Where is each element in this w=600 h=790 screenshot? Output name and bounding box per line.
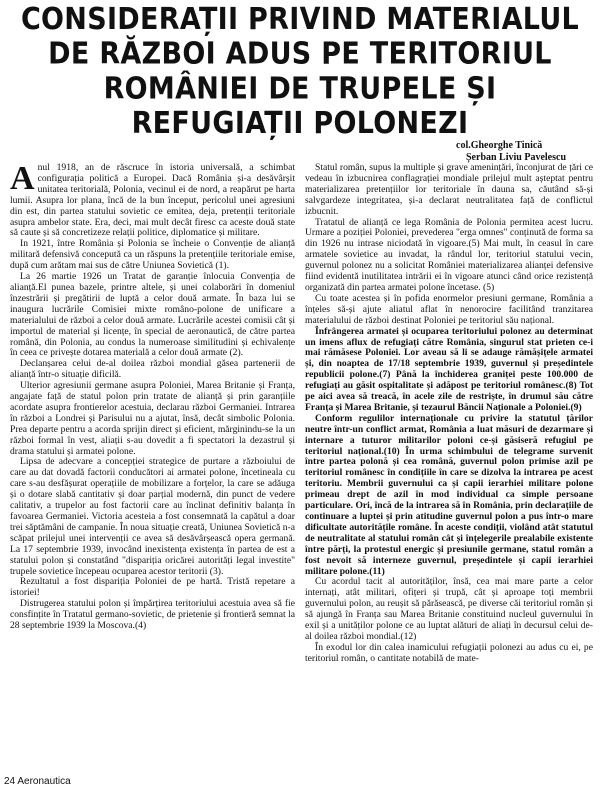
- paragraph: Cu toate acestea și în pofida enormelor presiuni germane, România a înțeles să-și ajute aliatul aflat în nenorocire facilitând tranzitarea materialului de război destinat Poloniei pe teritoriul său național.: [305, 292, 593, 326]
- paragraph: La 26 martie 1926 un Tratat de garanție înlocuia Convenția de alianță.El punea bazele, printre altele, și unei colaborări în domeniul înzestrării și pregătirii de luptă a celor două armate. În baza lui se inaugura lucrările Comisiei mixte româno-polone de unificare a materialului de război a celor două armate. Lucrările acestei comisii cât și importul de material și licențe, în special de aeronautică, de către partea română, din Polonia, au condus la numeroase similitudini și echivalențe în ceea ce privește dotarea materială a celor două armate (2).: [10, 271, 295, 359]
- paragraph: Rezultatul a fost dispariția Poloniei de pe hartă. Tristă repetare a istoriei!: [10, 576, 295, 599]
- right-column: [305, 163, 593, 773]
- title-line: ROMÂNIEI DE TRUPELE ȘI: [103, 71, 497, 107]
- paragraph: Distrugerea statului polon și împărțirea teritoriului acestuia avea să fie consfințite în Tratatul germano-sovietic, de prietenie și frontieră semnat la 28 septembrie 1939 la Moscova.(4): [10, 598, 295, 632]
- drop-cap: A: [10, 163, 35, 197]
- page-footer: 24 Aeronautica: [4, 776, 71, 787]
- authors-byline: [456, 140, 566, 164]
- paragraph: Tratatul de alianță ce lega România de Polonia permitea acest lucru. Urmare a poziției Poloniei, prevederea "erga omnes" conținută de forma sa din 1926 nu intrase niciodată în vigoare.(5) Mai mult, în ceasul în care armatele sovietice au invadat, la rândul lor, teritoriul statului vecin, guvernul polonez nu a solicitat României materializarea alianței defensive fiind evidentă inutilitatea intrării ei în vigoare atunci când orice rezistență organizată din partea armatei polone încetase. (5): [305, 216, 593, 293]
- paragraph: Declanșarea celui de-al doilea război mondial găsea partenerii de alianță într-o situație dificilă.: [10, 358, 295, 381]
- paragraph: In 1921, între România și Polonia se încheie o Convenție de alianță militară defensivă concepută ca un răspuns la pretențiile teritoriale emise, după cum arătam mai sus de către Uniunea Sovietică (1).: [10, 238, 295, 272]
- paragraph: Statul român, supus la multiple și grave amenințări, înconjurat de țări ce vedeau în izbucnirea conflagrației mondiale prilejul mult așteptat pentru materializarea pretențiilor lor teritoriale în dauna sa, căutând să-și salvgardeze integritatea, și-a declarat neutralitatea față de conflictul izbucnit.: [305, 163, 593, 217]
- paragraph: Înfrângerea armatei și ocuparea teritoriului polonez au determinat un imens aflux de refugiați către România, singurul stat prieten ce-i mai rămăsese Poloniei. Lor aveau să li se adauge rămășițele armatei și, din noaptea de 17/18 septembrie 1939, guvernul și președintele republicii polone.(7) Până la închiderea graniței peste 100.000 de refugiați au găsit ospitalitate și adăpost pe teritoriul românesc.(8) Tot pe aici avea să treacă, în acele zile de restriște, în drumul său către Franța și Marea Britanie, și tezaurul Băncii Naționale a Poloniei.(9): [305, 325, 593, 413]
- title-line: REFUGIAȚII POLONEZI: [131, 106, 469, 141]
- paragraph: Lipsa de adecvare a concepției strategice de purtare a războiului de care au dat dovadă factorii conducători ai armatei polone, încetineala cu care s-au desfășurat operațiile de mobilizare a forțelor, la care se adăuga și o dotare slabă cantitativ și doar parțial modernă, din punct de vedere calitativ, a trupelor au fost factorii care au înclinat definitiv balanța în favoarea Germaniei. Victoria acesteia a fost consemnată la capătul a doar trei săptămâni de campanie. În noua situație creată, Uniunea Sovietică n-a scăpat prilejul unei intervenții ce avea să desăvârșească opera germană. La 17 septembrie 1939, invocând inexistența existența în partea de est a statului polon și constatând "dispariția oricărei autorități legal investite" trupele sovietice începeau ocuparea acestor teritorii (3).: [10, 456, 295, 577]
- paragraph: În exodul lor din calea inamicului refugiații polonezi au adus cu ei, pe teritoriul român, o cantitate notabilă de mate-: [305, 641, 593, 664]
- paragraph: Cu acordul tacit al autorităților, însă, cea mai mare parte a celor internați, atât militari, ofițeri și trupă, cât și aproape toți membrii guvernului polon, au reușit să părăsească, pe diverse căi teritoriul român și să ajungă în Franța sau Marea Britanie constituind nucleul guvernului în exil și a unităților polone ce au luptat alături de aliați în decursul celui de-al doilea război mondial.(12): [305, 576, 593, 642]
- paragraph-text: nul 1918, an de răscruce în istoria universală, a schimbat configurația politică a Europei. Dacă România și-a desăvârșit unitatea teritorială, Polonia, vecinul ei de nord, a reapărut pe harta lumii. Asupra lor plana, încă de la bun început, pericolul unei agresiuni din est, din partea statului sovietic ce emitea, deja, pretenții teritoriale asupra ambelor state. Era, deci, mai mult decât firesc ca aceste două state să caute și să concretizeze relații politice, diplomatice și militare.: [10, 163, 295, 239]
- paragraph: [10, 163, 295, 239]
- left-column: [10, 163, 295, 773]
- paragraph: Ulterior agresiunii germane asupra Poloniei, Marea Britanie și Franța, angajate față de statul polon prin tratate de alianță și prin garanțiile acordate asupra frontierelor acestuia, declarau război Germaniei. Intrarea în război a Londrei și Parisului nu a ajutat, însă, decât simbolic Polonia. Prea departe pentru a acorda sprijin direct și eficient, mărginindu-se la un război formal în vest, aliații s-au dovedit a fi spectatori la dezastrul și drama statului și armatei polone.: [10, 380, 295, 457]
- article-title: [0, 2, 600, 141]
- author-name: Șerban Liviu Pavelescu: [466, 152, 567, 163]
- author-name: col.Gheorghe Tinică: [456, 140, 543, 151]
- title-line: DE RĂZBOI ADUS PE TERITORIUL: [48, 36, 552, 72]
- paragraph: Conform regulilor internaționale cu privire la statutul țărilor neutre într-un conflict armat, România a luat măsuri de dezarmare și internare a tuturor militarilor poloni ce-și găsiseră refugiul pe teritoriul național.(10) În urma schimbului de telegrame survenit între partea polonă și cea română, guvernul polon primise azil pe teritoriul românesc în condițiile în care se dizolva la intrarea pe acest teritoriu. Membrii guvernului ca și capii ierarhiei militare polone primeau drept de azil în mod individual ca simple persoane particulare. Ori, încă de la intrarea să în România, prin declarațiile de continuare a luptei și prin atitudine guvernul polon a pus într-o mare dificultate autoritățile române. În aceste condiții, violând atât statutul de neutralitate al statului român cât și înțelegerile prealabile existente între părți, la protestul energic și presiunile germane, statul român a fost nevoit să interneze guvernul, președintele și capii ierarhiei militare polone.(11): [305, 412, 593, 577]
- title-line: CONSIDERAȚII PRIVIND MATERIALUL: [20, 2, 580, 37]
